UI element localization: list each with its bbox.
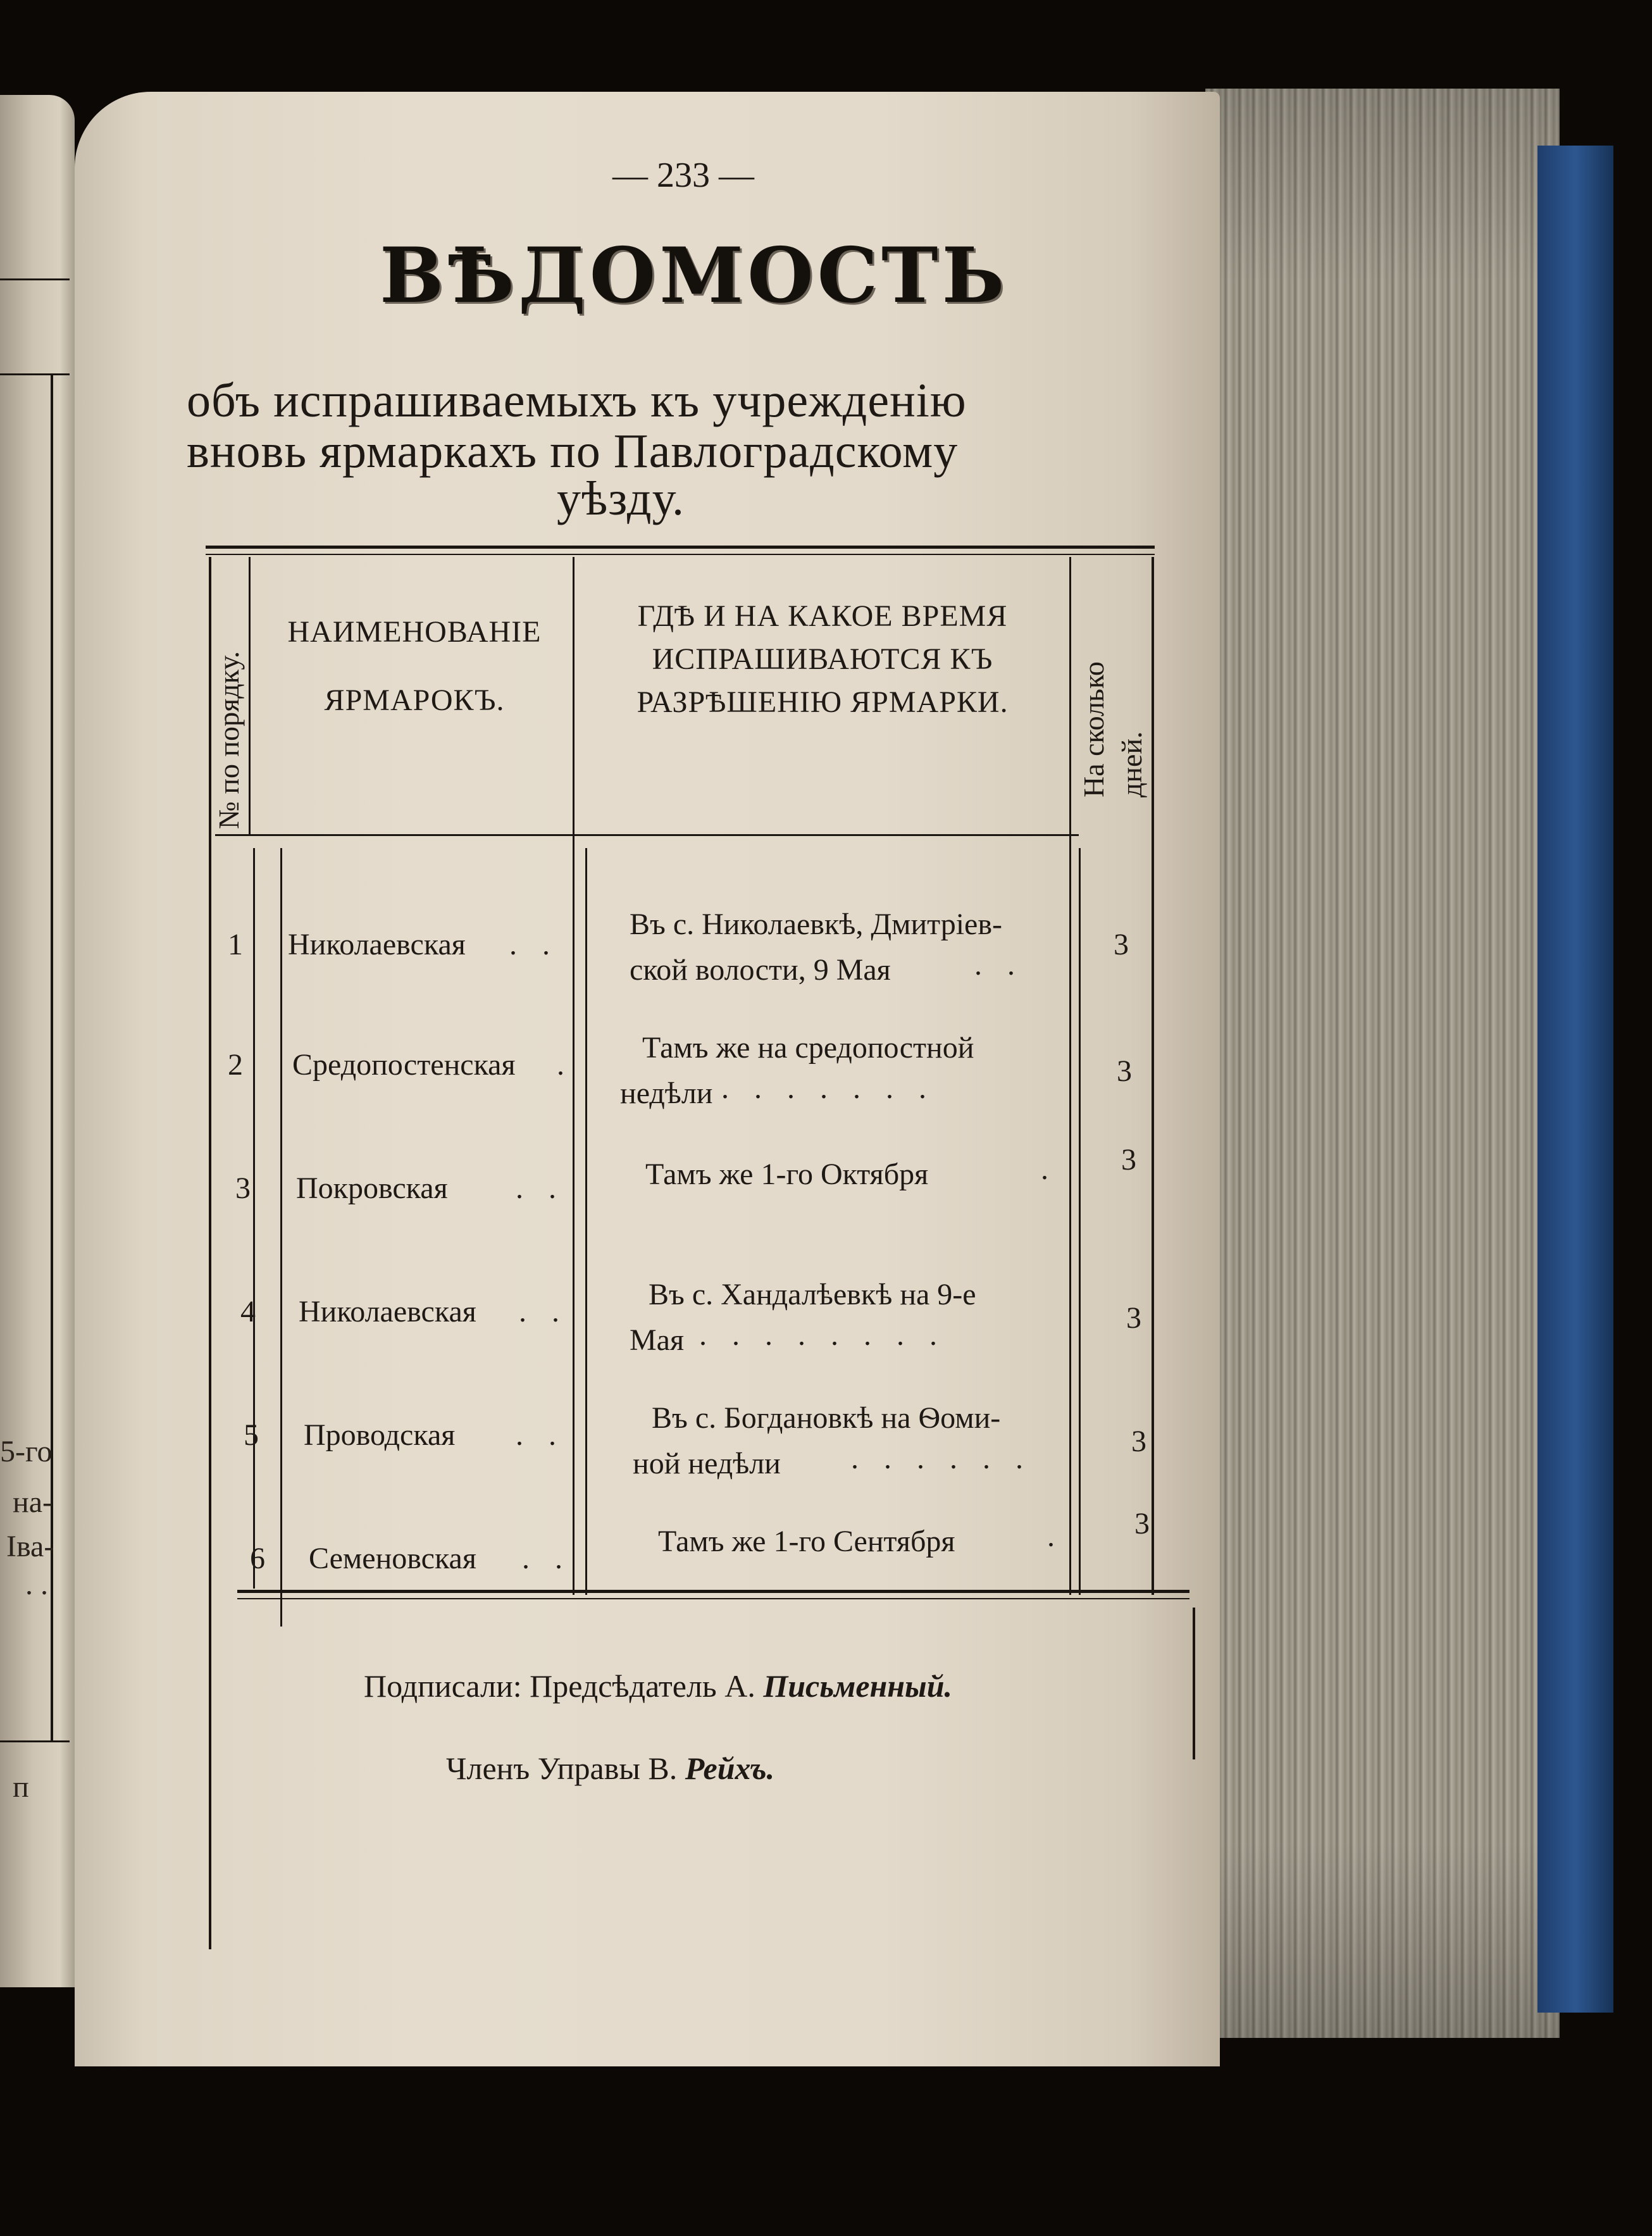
row-number: 6 [250, 1542, 265, 1575]
table-top-rule [206, 546, 1155, 549]
row-number: 4 [240, 1295, 256, 1328]
leader-dots: . . . . . . . . [699, 1318, 946, 1352]
document-title: ВѢДОМОСТЬ [380, 231, 1009, 320]
table-right-border [1152, 557, 1154, 1595]
leader-dots: . . [522, 1542, 571, 1575]
header-where-line: РАЗРѢШЕНІЮ ЯРМАРКИ. [637, 685, 1009, 720]
table-bottom-rule [237, 1598, 1189, 1599]
header-where-line: ИСПРАШИВАЮТСЯ КЪ [652, 642, 993, 677]
left-page-rule [0, 373, 70, 375]
subtitle-line: вновь ярмаркахъ по Павлоградскому [187, 425, 959, 478]
row-name: Средопостенская [292, 1048, 516, 1082]
left-page-fragment [0, 95, 75, 1987]
leader-dots: . . [509, 928, 559, 961]
header-where-line: ГДѢ И НА КАКОЕ ВРЕМЯ [637, 599, 1008, 633]
leader-dots: . . . . . . . [721, 1071, 935, 1105]
leader-dots: . [557, 1048, 573, 1082]
left-page-fragment-text: Іва- [6, 1532, 54, 1562]
row-where: Тамъ же 1-го Октября [645, 1158, 929, 1191]
column-divider [253, 848, 255, 1589]
row-where: Тамъ же 1-го Сентября [658, 1525, 955, 1558]
row-days: 3 [1117, 1054, 1132, 1088]
left-page-fragment-text: 5-го [0, 1437, 53, 1467]
signature-name: Рейхъ. [685, 1751, 775, 1786]
row-number: 5 [244, 1418, 259, 1452]
header-where [588, 595, 1057, 724]
header-name [266, 611, 563, 722]
table-top-rule [206, 554, 1155, 555]
column-divider [585, 848, 587, 1595]
left-page-rule [0, 278, 70, 280]
left-page-fragment-text: . . [25, 1570, 48, 1600]
row-name: Николаевская [299, 1295, 476, 1328]
signature-line-chairman [364, 1668, 952, 1704]
page-number: — 233 — [612, 156, 754, 195]
row-where: Въ с. Хандалѣевкѣ на 9-е [649, 1278, 976, 1311]
row-where: ной недѣли [633, 1447, 781, 1480]
column-divider [249, 557, 251, 835]
header-number: № по порядку. [213, 651, 245, 829]
leader-dots: . . . . . . [851, 1442, 1032, 1475]
column-divider [1069, 557, 1071, 1595]
signature-label: Членъ Управы В. [446, 1751, 678, 1786]
column-divider [280, 848, 282, 1627]
row-where: Въ с. Богдановкѣ на Ѳоми- [652, 1401, 1001, 1435]
row-name: Николаевская [288, 928, 466, 961]
leader-dots: . . [519, 1295, 568, 1328]
row-number: 1 [228, 928, 243, 961]
left-page-rule [0, 1740, 70, 1742]
row-where: ской волости, 9 Мая [630, 953, 891, 987]
signature-label: Подписали: Предсѣдатель А. [364, 1668, 755, 1704]
header-days: дней. [1115, 731, 1148, 797]
left-page-fragment-text: на- [13, 1487, 53, 1518]
column-divider [1079, 848, 1081, 1595]
row-days: 3 [1126, 1301, 1141, 1335]
leader-dots: . . [516, 1171, 565, 1205]
row-where: Мая [630, 1323, 685, 1357]
row-where: Тамъ же на средопостной [642, 1031, 974, 1065]
leader-dots: . . [516, 1418, 565, 1452]
book-cover [1537, 146, 1613, 2013]
header-name-line: ЯРМАРОКЪ. [324, 684, 505, 718]
leader-dots: . [1041, 1152, 1057, 1186]
subtitle-line: уѣзду. [557, 472, 685, 525]
leader-dots: . . [974, 948, 1024, 982]
signature-name: Письменный. [763, 1668, 953, 1704]
table-right-border [1193, 1608, 1195, 1759]
row-name: Семеновская [309, 1542, 476, 1575]
signature-line-member [446, 1750, 774, 1787]
row-number: 3 [235, 1171, 251, 1205]
row-days: 3 [1121, 1143, 1136, 1177]
table-bottom-rule [237, 1590, 1189, 1593]
row-days: 3 [1131, 1425, 1146, 1458]
page-edges-shadow [1205, 89, 1560, 2038]
row-name: Проводская [304, 1418, 456, 1452]
header-days: На сколько [1078, 661, 1110, 797]
left-page-fragment-text: п [13, 1772, 29, 1802]
header-bottom-rule [215, 834, 1079, 836]
row-days: 3 [1114, 928, 1129, 961]
subtitle-line: объ испрашиваемыхъ къ учрежденію [187, 374, 967, 427]
table-left-border [209, 557, 211, 1949]
row-days: 3 [1134, 1507, 1150, 1540]
leader-dots: . [1047, 1520, 1064, 1553]
row-number: 2 [228, 1048, 243, 1082]
row-where: недѣли [620, 1077, 713, 1110]
row-where: Въ с. Николаевкѣ, Дмитріев- [630, 908, 1003, 941]
row-name: Покровская [296, 1171, 448, 1205]
header-name-line: НАИМЕНОВАНІЕ [287, 615, 542, 649]
